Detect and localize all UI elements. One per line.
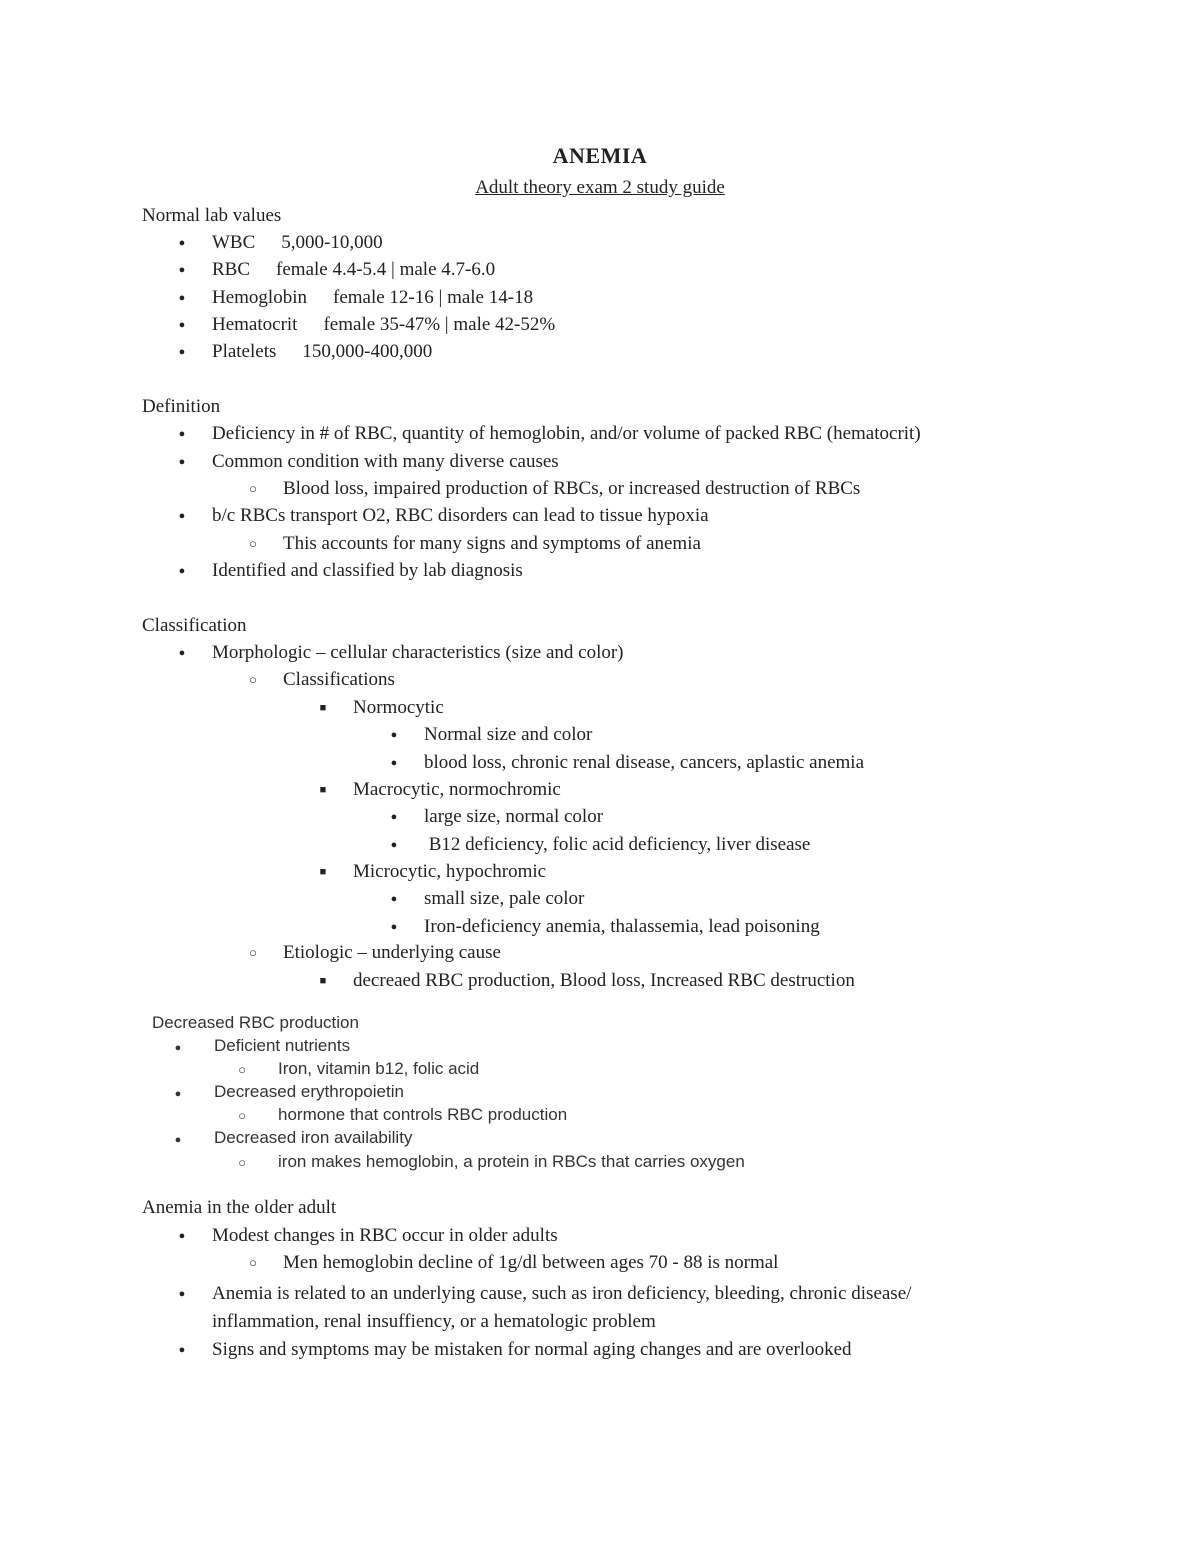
lab-value: 150,000-400,000 — [302, 341, 433, 362]
list-item: B12 deficiency, folic acid deficiency, liver disease — [424, 834, 811, 855]
list-item: Deficiency in # of RBC, quantity of hemoglobin, and/or volume of packed RBC (hematocrit) — [212, 423, 921, 444]
list-item: large size, normal color — [424, 806, 604, 827]
circle-bullet-icon — [243, 1252, 263, 1275]
lab-value: female 4.4-5.4 | male 4.7-6.0 — [276, 259, 496, 280]
bullet-icon — [172, 341, 192, 363]
lab-value: female 35-47% | male 42-52% — [323, 314, 556, 335]
bullet-icon — [172, 1339, 192, 1361]
lab-item — [212, 259, 495, 281]
list-item: Common condition with many diverse causes — [212, 451, 559, 472]
bullet-icon — [172, 1225, 192, 1247]
list-item: Signs and symptoms may be mistaken for normal aging changes and are overlooked — [212, 1339, 852, 1360]
bullet-icon — [384, 806, 404, 828]
list-item: decreaed RBC production, Blood loss, Increased RBC destruction — [353, 970, 855, 991]
list-item: Normal size and color — [424, 724, 593, 745]
list-item: hormone that controls RBC production — [278, 1105, 568, 1124]
square-bullet-icon — [313, 970, 333, 992]
circle-bullet-icon — [243, 942, 263, 965]
circle-bullet-icon — [243, 669, 263, 692]
bullet-icon — [384, 888, 404, 910]
list-item: b/c RBCs transport O2, RBC disorders can lead to tissue hypoxia — [212, 505, 709, 526]
list-item: blood loss, chronic renal disease, cancers, aplastic anemia — [424, 752, 864, 773]
bullet-icon — [384, 752, 404, 774]
circle-bullet-icon — [232, 1104, 252, 1127]
lab-item — [212, 232, 383, 254]
section-heading-classification: Classification — [142, 615, 247, 636]
list-item: Etiologic – underlying cause — [283, 942, 501, 963]
lab-item — [212, 341, 432, 363]
bullet-icon — [168, 1035, 188, 1059]
bullet-icon — [172, 287, 192, 309]
page-title: ANEMIA — [552, 143, 648, 168]
list-item: Normocytic — [353, 697, 444, 718]
list-item: Morphologic – cellular characteristics (size and color) — [212, 642, 624, 663]
lab-name: Hemoglobin — [212, 287, 307, 308]
list-item: small size, pale color — [424, 888, 585, 909]
bullet-icon — [172, 314, 192, 336]
circle-bullet-icon — [243, 533, 263, 556]
lab-name: RBC — [212, 259, 251, 280]
list-item: Men hemoglobin decline of 1g/dl between ages 70 - 88 is normal — [283, 1252, 779, 1273]
circle-bullet-icon — [232, 1058, 252, 1081]
list-item: Decreased erythropoietin — [214, 1082, 404, 1101]
circle-bullet-icon — [232, 1151, 252, 1174]
section-heading-lab-values: Normal lab values — [142, 205, 282, 226]
page-subtitle: Adult theory exam 2 study guide — [475, 177, 725, 198]
bullet-icon — [384, 724, 404, 746]
bullet-icon — [384, 834, 404, 856]
section-heading-older-adult: Anemia in the older adult — [142, 1197, 337, 1218]
list-item-continuation: inflammation, renal insuffiency, or a hematologic problem — [212, 1311, 656, 1332]
bullet-icon — [384, 916, 404, 938]
list-item: This accounts for many signs and symptoms of anemia — [283, 533, 701, 554]
bullet-icon — [172, 560, 192, 582]
list-item: Microcytic, hypochromic — [353, 861, 547, 882]
bullet-icon — [168, 1081, 188, 1105]
list-item: Identified and classified by lab diagnosis — [212, 560, 523, 581]
lab-item — [212, 314, 555, 336]
lab-name: Platelets — [212, 341, 277, 362]
lab-name: Hematocrit — [212, 314, 298, 335]
list-item: Blood loss, impaired production of RBCs, or increased destruction of RBCs — [283, 478, 861, 499]
list-item: Decreased iron availability — [214, 1128, 413, 1147]
square-bullet-icon — [313, 697, 333, 719]
list-item: Iron, vitamin b12, folic acid — [278, 1059, 480, 1078]
bullet-icon — [172, 1283, 192, 1305]
list-item: Modest changes in RBC occur in older adults — [212, 1225, 558, 1246]
circle-bullet-icon — [243, 478, 263, 501]
list-item: iron makes hemoglobin, a protein in RBCs that carries oxygen — [278, 1152, 745, 1171]
lab-name: WBC — [212, 232, 256, 253]
bullet-icon — [168, 1127, 188, 1151]
lab-value: female 12-16 | male 14-18 — [333, 287, 534, 308]
bullet-icon — [172, 505, 192, 527]
square-bullet-icon — [313, 779, 333, 801]
lab-value: 5,000-10,000 — [281, 232, 383, 253]
list-item: Iron-deficiency anemia, thalassemia, lead poisoning — [424, 916, 820, 937]
list-item: Deficient nutrients — [214, 1036, 351, 1055]
section-heading-decreased-rbc: Decreased RBC production — [152, 1013, 359, 1032]
bullet-icon — [172, 423, 192, 445]
list-item: Macrocytic, normochromic — [353, 779, 561, 800]
square-bullet-icon — [313, 861, 333, 883]
bullet-icon — [172, 642, 192, 664]
lab-item — [212, 287, 533, 309]
list-item: Anemia is related to an underlying cause, such as iron deficiency, bleeding, chronic disease/ — [212, 1283, 912, 1304]
bullet-icon — [172, 259, 192, 281]
section-heading-definition: Definition — [142, 396, 221, 417]
bullet-icon — [172, 451, 192, 473]
bullet-icon — [172, 232, 192, 254]
list-item: Classifications — [283, 669, 395, 690]
